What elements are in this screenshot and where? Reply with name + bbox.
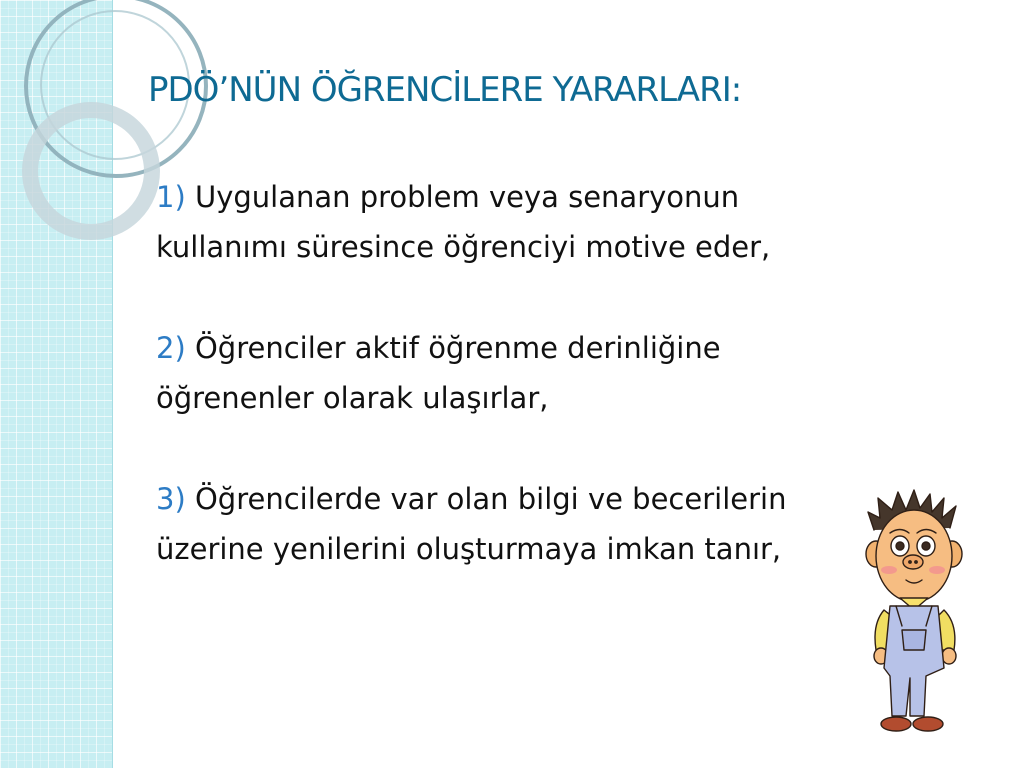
decorative-ring-bottom xyxy=(22,102,160,240)
benefit-item-2 xyxy=(156,323,876,423)
benefit-number: 1) xyxy=(156,180,186,214)
benefit-item-3 xyxy=(156,474,876,574)
benefit-text: Öğrencilerde var olan bilgi ve becerilerin üzerine yenilerini oluşturmaya imkan tanır, xyxy=(156,482,787,566)
benefit-text: Uygulanan problem veya senaryonun kullanımı süresince öğrenciyi motive eder, xyxy=(156,180,771,264)
benefit-number: 2) xyxy=(156,331,186,365)
benefit-text: Öğrenciler aktif öğrenme derinliğine öğrenenler olarak ulaşırlar, xyxy=(156,331,721,415)
benefit-number: 3) xyxy=(156,482,186,516)
slide-title: PDÖ’NÜN ÖĞRENCİLERE YARARLARI: xyxy=(148,70,742,110)
benefit-list xyxy=(156,172,876,574)
benefit-item-1 xyxy=(156,172,876,272)
cartoon-boy-icon xyxy=(860,488,980,738)
